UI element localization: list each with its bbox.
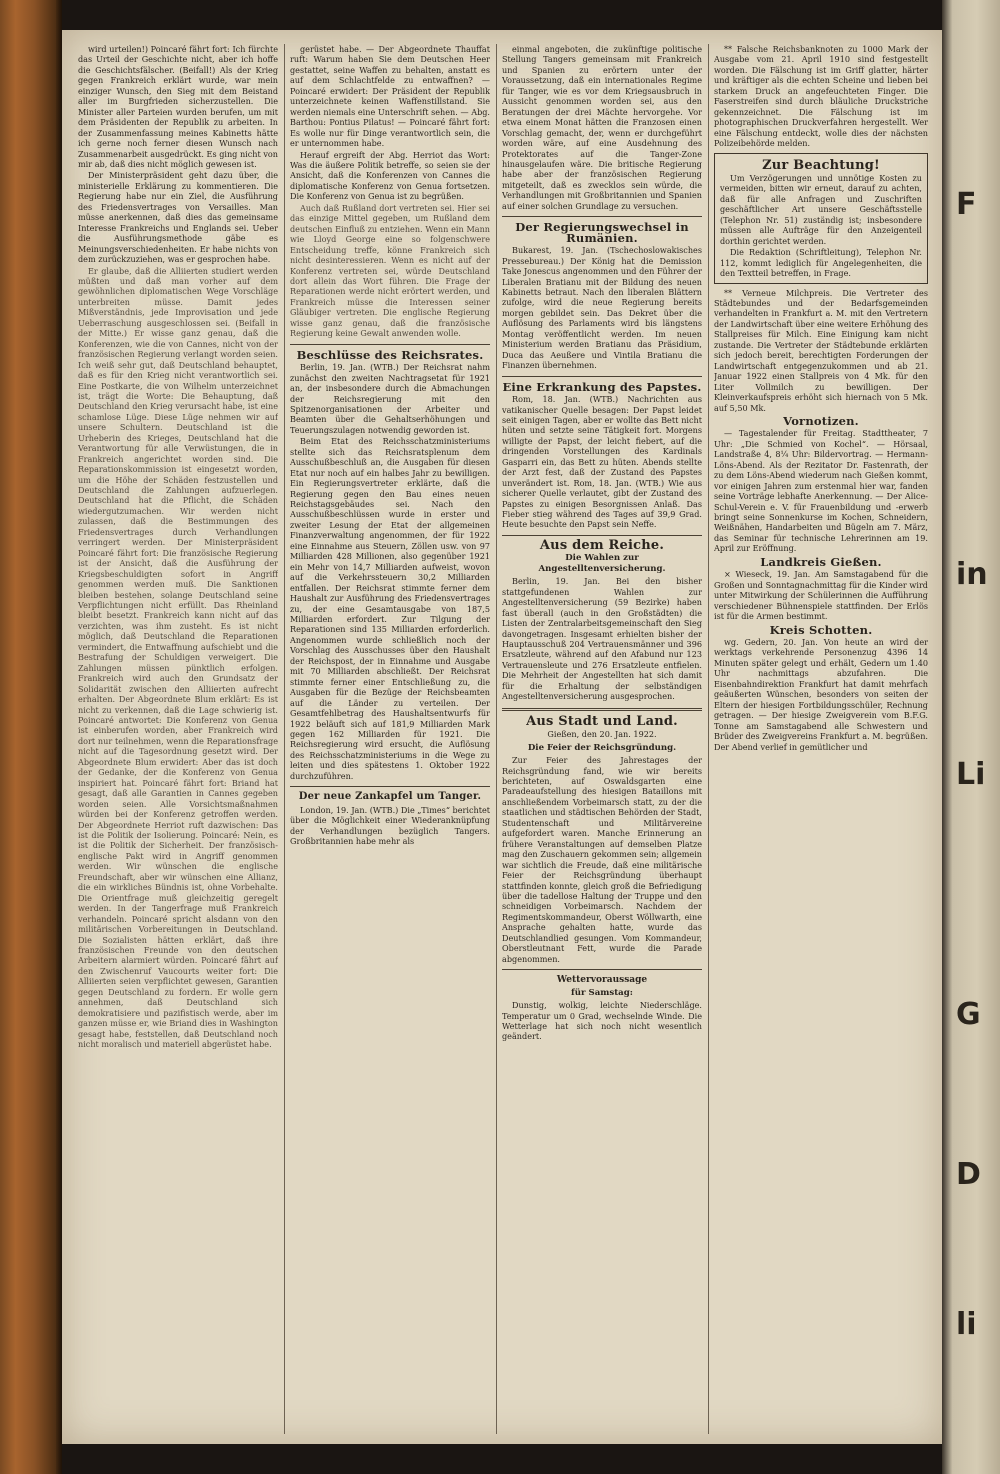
section-divider [502, 216, 702, 217]
edge-fragment: G [956, 997, 981, 1032]
vornotizen-body: — Tagestalender für Freitag. Stadttheater, 7 Uhr: „Die Schmied von Kochel“. — Hörsaal, Landstraße 4, 8¼ Uhr: Bildervortrag. — Hermann-Löns-Abend. Als der Rezitator Dr. Fastenrath, der zu dem Löns-Abend wiederum nach Gießen kommt, vor einigen Jahren zum erstenmal hier war, fanden seine Vorträge lebhafte Anerkennung. — Der Alice-Schul-Verein e. V. für Frauenbildung und -erwerb bringt seine Sonnenkurse im Kochen, Schneidern, Weißnähen, Handarbeiten und Bügeln am 7. März, das Seminar für technische Lehrerinnen am 19. April zur Eröffnung. [714, 428, 928, 554]
col2-body: Auch daß Rußland dort vertreten sei. Hier sei das einzige Mittel gegeben, um Rußland dem deutschen Einfluß zu entziehen. Wenn ein Mann wie Lloyd George eine so folgenschwere Entscheidung treffe, könne Frankreich sich nicht desinteressieren. Wenn es nicht auf der Konferenz vertreten sei, würde Deutschland dort allein das Wort führen. Die Frage der Reparationen werde nicht erörtert werden, und Frankreich müsse die Interessen seiner Gläubiger vertreten. Die englische Regierung wisse ganz genau, daß die französische Regierung keine Gewalt anwenden wolle. [290, 202, 490, 339]
headline-zur-beachtung: Zur Beachtung! [762, 157, 880, 173]
notice-box [714, 153, 928, 284]
dateline-giessen: Gießen, den 20. Jan. 1922. [547, 729, 657, 740]
headline-rumaenien: Der Regierungswechsel in Rumänien. [515, 220, 689, 245]
headline-kreis-schotten: Kreis Schotten. [769, 622, 873, 637]
adjacent-page-edge [942, 0, 1000, 1474]
milchpreis-body: ** Verneue Milchpreis. Die Vertreter des Städtebundes und der Bedarfsgemeinden verhandelten in Frankfurt a. M. mit den Vertretern der Landwirtschaft über eine weitere Erhöhung des Stallpreises für Milch. Eine Einigung kam nicht zustande. Die Vertreter der Städtebunde erklärten sich jedoch bereit, berechtigten Forderungen der Landwirtschaft entgegenzukommen und ab 21. Januar 1922 einen Stallpreis von 4 Mk. für den Liter Vollmilch zu bewilligen. Der Kleinverkaufspreis erhöht sich hiernach von 5 Mk. auf 5,50 Mk. [714, 287, 928, 413]
headline-reichsrat: Beschlüsse des Reichsrates. [296, 347, 484, 362]
col2-para-1: gerüstet habe. — Der Abgeordnete Thauffat ruft: Warum haben Sie dem Deutschen Heer gestattet, seine Waffen zu behalten, anstatt es auf dem Schlachtfelde zu entwaffnen? — Poincaré erwidert: Der Präsident der Republik unterzeichnete keinen Waffenstillstand. Sie werden niemals eine Unterschrift sehen. — Abg. Barthou: Pontius Pilatus! — Poincaré fährt fort: Es wolle nur für Dinge verantwortlich sein, die er unternommen habe. [290, 44, 490, 149]
section-divider [290, 344, 490, 345]
column-4 [714, 44, 928, 1434]
edge-fragment: li [956, 1307, 977, 1342]
edge-fragment: Li [956, 757, 986, 792]
newspaper-page [62, 30, 942, 1444]
tanger-body: London, 19. Jan. (WTB.) Die „Times“ berichtet über die Möglichkeit einer Wiederanknüpfung der Verhandlungen bezüglich Tangers. Großbritannien habe mehr als [290, 804, 490, 847]
section-divider [502, 535, 702, 536]
weather-title: Wettervoraussage [556, 975, 648, 986]
subhead-reichsgruendung: Die Feier der Reichsgründung. [527, 742, 677, 753]
col2-para-2: Herauf ergreift der Abg. Herriot das Wort: Was die äußere Politik betreffe, so seien sie der Ansicht, daß die Konferenzen von Cannes die diplomatische Konferenz von Genua fortsetzen. Die Konferenz von Genua ist zu begrüßen. [290, 149, 490, 202]
schotten-body: wg. Gedern, 20. Jan. Von heute an wird der werktags verkehrende Personenzug 4396 14 Minuten später gelegt und erhält, Gedern um 1.40 Uhr nachmittags abzufahren. Die Eisenbahndirektion Frankfurt hat damit mehrfach geäußerten Wünschen, besonders von seiten der Eltern der hiesigen Fortbildungsschüler, Rechnung getragen. — Der hiesige Zweigverein vom B.F.G. Tonne am Samstagabend alle Schwestern und Brüder des Zweigvereins Frankfurt a. M. begrüßen. Der Abend verlief in gemütlicher und [714, 637, 928, 752]
column-rule-1 [284, 44, 285, 1434]
weather-body: Dunstig, wolkig, leichte Niederschläge. Temperatur um 0 Grad, wechselnde Winde. Die Wetterlage hat sich noch nicht wesentlich geändert. [502, 1000, 702, 1042]
col3-para-1: einmal angeboten, die zukünftige politische Stellung Tangers gemeinsam mit Frankreich und Spanien zu erörtern unter der Voraussetzung, daß ein internationales Regime für Tanger, wie es vor dem Kriegsausbruch in Aussicht genommen worden sei, aus den Beratungen der drei Mächte hervorgehe. Vor etwa einem Monat hätten die Franzosen einen Vorschlag gemacht, der, wenn er durchgeführt worden wäre, auf eine Ausdehnung des Protektorates auf die Tanger-Zone hinausgelaufen wäre. Die britische Regierung habe aber der französischen Regierung mitgeteilt, daß es zwecklos sein würde, die Verhandlungen mit Großbritannien und Spanien auf einer solchen Grundlage zu versuchen. [502, 44, 702, 211]
col4-para-1: ** Falsche Reichsbanknoten zu 1000 Mark der Ausgabe vom 21. April 1910 sind festgestellt worden. Die Fälschung ist im Griff glatter, härter und kräftiger als die echten Scheine und lieben bei starkem Druck an angefeuchteten Finger. Die Faserstreifen sind durch bläuliche Druckstriche gekennzeichnet. Die Fälschung ist im photographischen Druckverfahren hergestellt. Wer eine Fälschung entdeckt, wolle dies der nächsten Polizeibehörde melden. [714, 44, 928, 149]
col1-para-2: Der Ministerpräsident geht dazu über, die ministerielle Erklärung zu kommentieren. Die Regierung habe nur ein Ziel, die Ausführung des Friedensvertrages von Versailles. Man müsse anerkennen, daß dies das gemeinsame Interesse Frankreichs und Englands sei. Ueber die Ausführungsmethode gäbe es Meinungsverschiedenheiten. Er habe nichts von dem zurückzuziehen, was er gesprochen habe. [78, 170, 278, 265]
column-2 [290, 44, 490, 1434]
headline-papst: Eine Erkrankung des Papstes. [502, 379, 702, 394]
notice-text-2: Die Redaktion (Schriftleitung), Telephon Nr. 112, kommt lediglich für Angelegenheiten, die den Textteil betreffen, in Frage. [720, 247, 922, 279]
column-3 [502, 44, 702, 1434]
col1-body: Er glaube, daß die Alliierten studiert werden müßten und daß man vorher auf dem gewöhnlichen diplomatischen Wege Vorschläge unterbreiten müsse. Damit jedes Mißverständnis, jede Improvisation und jede Ueberraschung ausgeschlossen sei. (Beifall in der Mitte.) Er wisse ganz genau, daß die Konferenzen, wie die von Cannes, nicht von der französischen Regierung verlangt worden seien. Ich weiß sehr gut, daß Deutschland behauptet, daß es für den Krieg nicht verantwortlich sei. Eine Postkarte, die von Wilhelm unterzeichnet ist, trägt die Worte: Die Behauptung, daß Deutschland den Krieg verursacht habe, ist eine schamlose Lüge. Diese Lüge nehmen wir auf unsere Schultern. Deutschland ist die Urheberin des Krieges, Deutschland hat die Verantwortung für alle Verwüstungen, die in Frankreich angerichtet worden sind. Die Reparationskommission ist eingesetzt worden, um die Höhe der Schäden festzustellen und Deutschland die Zahlungen aufzuerlegen. Deutschland hat die Pflicht, die Schäden wiedergutzumachen. Wir werden nicht zulassen, daß die Bestimmungen des Friedensvertrages durch Verhandlungen verringert werden. Der Ministerpräsident Poincaré fährt fort: Die französische Regierung ist der Ansicht, daß die Ausführung der Kriegsbeschuldigten sofort in Angriff genommen werden muß. Die Sanktionen bleiben bestehen, solange Deutschland seine Verpflichtungen nicht erfüllt. Das Rheinland bleibt besetzt. Frankreich kann nicht auf das verzichten, was ihm zusteht. Es ist nicht möglich, daß Deutschland die Reparationen vermindert, die Entwaffnung aufschiebt und die Bestrafung der Schuldigen verweigert. Die Zahlungen müssen pünktlich erfolgen. Frankreich wird auch den Grundsatz der Solidarität zwischen den Alliierten aufrecht erhalten. Der Abgeordnete Blum erklärt: Es ist nicht zu verkennen, daß die Lage schwierig ist. Poincaré antwortet: Die Konferenz von Genua ist einberufen worden, aber Frankreich wird dort nur teilnehmen, wenn die Reparationsfrage nicht auf die Tagesordnung gesetzt wird. Der Abgeordnete Blum erwidert: Aber das ist doch der Gedanke, der die Konferenz von Genua inspiriert hat. Poincaré fährt fort: Briand hat gesagt, daß alle Garantien in Cannes gegeben worden seien. Alle Vorsichtsmaßnahmen würden bei der Konferenz getroffen werden. Der Abgeordnete Herriot ruft dazwischen: Das ist die Politik der Isolierung. Poincaré: Nein, es ist die Politik der Sicherheit. Der französisch-englische Pakt wird in Angriff genommen werden. Wir wünschen die englische Freundschaft, aber wir wünschen eine Allianz, die ein wirkliches Bündnis ist, ohne Vorbehalte. Die Orientfrage muß gleichzeitig geregelt werden. In der Tangerfrage muß Frankreich verhandeln. Poincaré spricht alsdann von den militärischen Vorbereitungen in Deutschland. Die Sozialisten hätten erklärt, daß ihre französischen Freunde von den deutschen Arbeitern alarmiert würden. Poincaré fährt auf den Zwischenruf Vaucourts weiter fort: Die Alliierten seien verpflichtet gewesen, Garantien gegen Deutschland zu fordern. Er wolle gern annehmen, daß Deutschland sich demokratisiere und pazifistisch werde, aber im ganzen müsse er, wie Briand dies in Washington gesagt habe, feststellen, daß Deutschland noch nicht moralisch und materiell abgerüstet habe. [78, 265, 278, 1050]
subhead-wahlen: Die Wahlen zur Angestelltenversicherung. [538, 553, 666, 574]
weather-sub: für Samstag: [571, 987, 633, 998]
section-divider-double [502, 708, 702, 711]
headline-stadt-und-land: Aus Stadt und Land. [526, 713, 678, 729]
notice-text-1: Um Verzögerungen und unnötige Kosten zu vermeiden, bitten wir erneut, darauf zu achten, daß für alle Anfragen und Zuschriften geschäftlicher Art unsere Geschäftsstelle (Telephon Nr. 51) zuständig ist; insbesondere müssen alle Aufträge für den Anzeigenteil dorthin gerichtet werden. [720, 172, 922, 246]
column-rule-3 [708, 44, 709, 1434]
headline-vornotizen: Vornotizen. [783, 413, 859, 428]
reichsrat-dateline: Berlin, 19. Jan. (WTB.) Der Reichsrat nahm zunächst den zweiten Nachtragsetat für 1921 an, der insbesondere durch die Abmachungen der Reichsregierung mit den Spitzenorganisationen der Arbeiter und Beamten über die Gehaltserhöhungen und Teuerungszulagen notwendig geworden ist. [290, 362, 490, 435]
headline-landkreis: Landkreis Gießen. [760, 554, 882, 569]
column-1 [78, 44, 278, 1434]
edge-fragment: D [956, 1157, 981, 1192]
headline-aus-dem-reiche: Aus dem Reiche. [539, 537, 665, 553]
headline-tanger: Der neue Zankapfel um Tanger. [298, 791, 482, 803]
col1-para-1: wird urteilen!) Poincaré fährt fort: Ich fürchte das Urteil der Geschichte nicht, aber ich hoffe die Geschichtsfälscher. (Beifall!) Als der Krieg gegen Frankreich erklärt wurde, war mein einziger Wunsch, den Sieg mit dem Beistand aller im Burgfrieden sicherzustellen. Die Minister aller Parteien wurden berufen, um mit dem Präsidenten der Republik zu arbeiten. In der Zusammenfassung meines Kabinetts hätte ich gerne noch ferner diesen Wunsch nach Zusammenarbeit ausgedrückt. Es ging nicht von mir ab, daß dies nicht möglich gewesen ist. [78, 44, 278, 169]
edge-fragment: in [956, 557, 988, 592]
reiche-body: Berlin, 19. Jan. Bei den bisher stattgefundenen Wahlen zur Angestelltenversicherung (59 Bezirke) haben fast überall (auch in den Großstädten) die Listen der Zentralarbeitsgemeinschaft den Sieg davongetragen. Insgesamt erhielten bisher der Hauptausschuß 204 Vertrauensmänner und 396 Ersatzleute, während auf den Afabund nur 123 Vertrauensleute und 276 Ersatzleute entfielen. Die Mehrheit der Angestellten hat sich damit für die Erhaltung der selbständigen Angestelltenversicherung ausgesprochen. [502, 576, 702, 702]
stadt-body: Zur Feier des Jahrestages der Reichsgründung fand, wie wir bereits berichteten, auf Oswaldsgarten eine Paradeaufstellung des hiesigen Bataillons mit anschließendem Vorbeimarsch statt, zu der die staatlichen und städtischen Behörden der Stadt, Studentenschaft und Militärvereine aufgefordert waren. Manche Erinnerung an frühere Veranstaltungen auf demselben Platze mag den Zuschauern gekommen sein; allgemein war sichtlich die Freude, daß eine militärische Feier der Reichsgründung überhaupt stattfinden konnte, gleich groß die Befriedigung über die tadellose Haltung der Truppe und den schneidigen Vorbeimarsch. Nachdem der Regimentskommandeur, Oberst Wöllwarth, eine Ansprache gehalten hatte, wurde das Deutschlandlied gesungen. Vom Kommandeur, Oberstleutnant Fett, wurde die Parade abgenommen. [502, 755, 702, 964]
book-binding [0, 0, 62, 1474]
rumaenien-body: Bukarest, 19. Jan. (Tschechoslowakisches Pressebureau.) Der König hat die Demission Take Jonescus angenommen und den Führer der Liberalen Bratianu mit der Bildung des neuen Kabinetts betraut. Nach den liberalen Blättern zufolge, wird die neue Regierung bereits morgen gebildet sein. Das Dekret über die Auflösung des Parlaments wird bis längstens Montag veröffentlicht werden. Im neuen Ministerium werden Bratianu das Präsidium, Duca das Aeußere und Vintila Bratianu die Finanzen übernehmen. [502, 245, 702, 371]
column-rule-2 [496, 44, 497, 1434]
section-divider [502, 969, 702, 970]
landkreis-body: × Wieseck, 19. Jan. Am Samstagabend für die Großen und Sonntagnachmittag für die Kinder wird unter Mitwirkung der Schülerinnen die Aufführung verschiedener Bühnenspiele stattfinden. Der Erlös ist für die Armen bestimmt. [714, 569, 928, 622]
edge-fragment: F [956, 187, 977, 222]
reichsrat-body: Beim Etat des Reichsschatzministeriums stellte sich das Reichsratsplenum dem Ausschußbeschluß an, die Ausgaben für diesen Etat nur noch auf ein halbes Jahr zu bewilligen. Ein Regierungsvertreter erklärte, daß die Regierung gegen den Bau eines neuen Reichstagsgebäudes sei. Nach den Ausschußbeschlüssen wurde in erster und zweiter Lesung der Etat der allgemeinen Finanzverwaltung angenommen, der für 1922 eine Einnahme aus Steuern, Zöllen usw. von 97 Milliarden 428 Millionen, also gegenüber 1921 ein Mehr von 14,7 Milliarden aufweist, wovon auf die Verkehrssteuern 30,2 Milliarden entfallen. Der Reichsrat stimmte ferner dem Haushalt zur Ausführung des Friedensvertrages zu, der eine Gesamtausgabe von 187,5 Milliarden erfordert. Zur Tilgung der Reparationen sind 135 Milliarden erforderlich. Angenommen wurde schließlich noch der Vorschlag des Ausschusses über den Haushalt der Reichspost, der in Einnahme und Ausgabe mit 70 Milliarden abschließt. Der Reichsrat stimmte ferner einer Entschließung zu, die Ausgaben für die Bezüge der Reichsbeamten auf die Länder zu verteilen. Der Gesamtfehlbetrag des Haushaltsentwurfs für 1922 beläuft sich auf 181,9 Milliarden Mark gegen 162 Milliarden für 1921. Die Reichsregierung wird ersucht, die Auflösung des Reichsschatzministeriums in die Wege zu leiten und dies spätestens 1. Oktober 1922 durchzuführen. [290, 436, 490, 781]
section-divider [502, 376, 702, 377]
papst-body: Rom, 18. Jan. (WTB.) Nachrichten aus vatikanischer Quelle besagen: Der Papst leidet seit einigen Tagen, aber er wollte das Bett nicht hüten und setzte seine Tätigkeit fort. Morgens willigte der Papst, der leicht fiebert, auf die dringenden Vorstellungen des Kardinals Gasparri ein, das Bett zu hüten. Abends stellte der Arzt fest, daß der Zustand des Papstes unverändert ist. Rom, 18. Jan. (WTB.) Wie aus sicherer Quelle verlautet, gibt der Zustand des Papstes zu einigen Besorgnissen Anlaß. Das Fieber stieg während des Tages auf 39,9 Grad. Heute besuchte den Papst sein Neffe. [502, 394, 702, 530]
section-divider [290, 786, 490, 787]
